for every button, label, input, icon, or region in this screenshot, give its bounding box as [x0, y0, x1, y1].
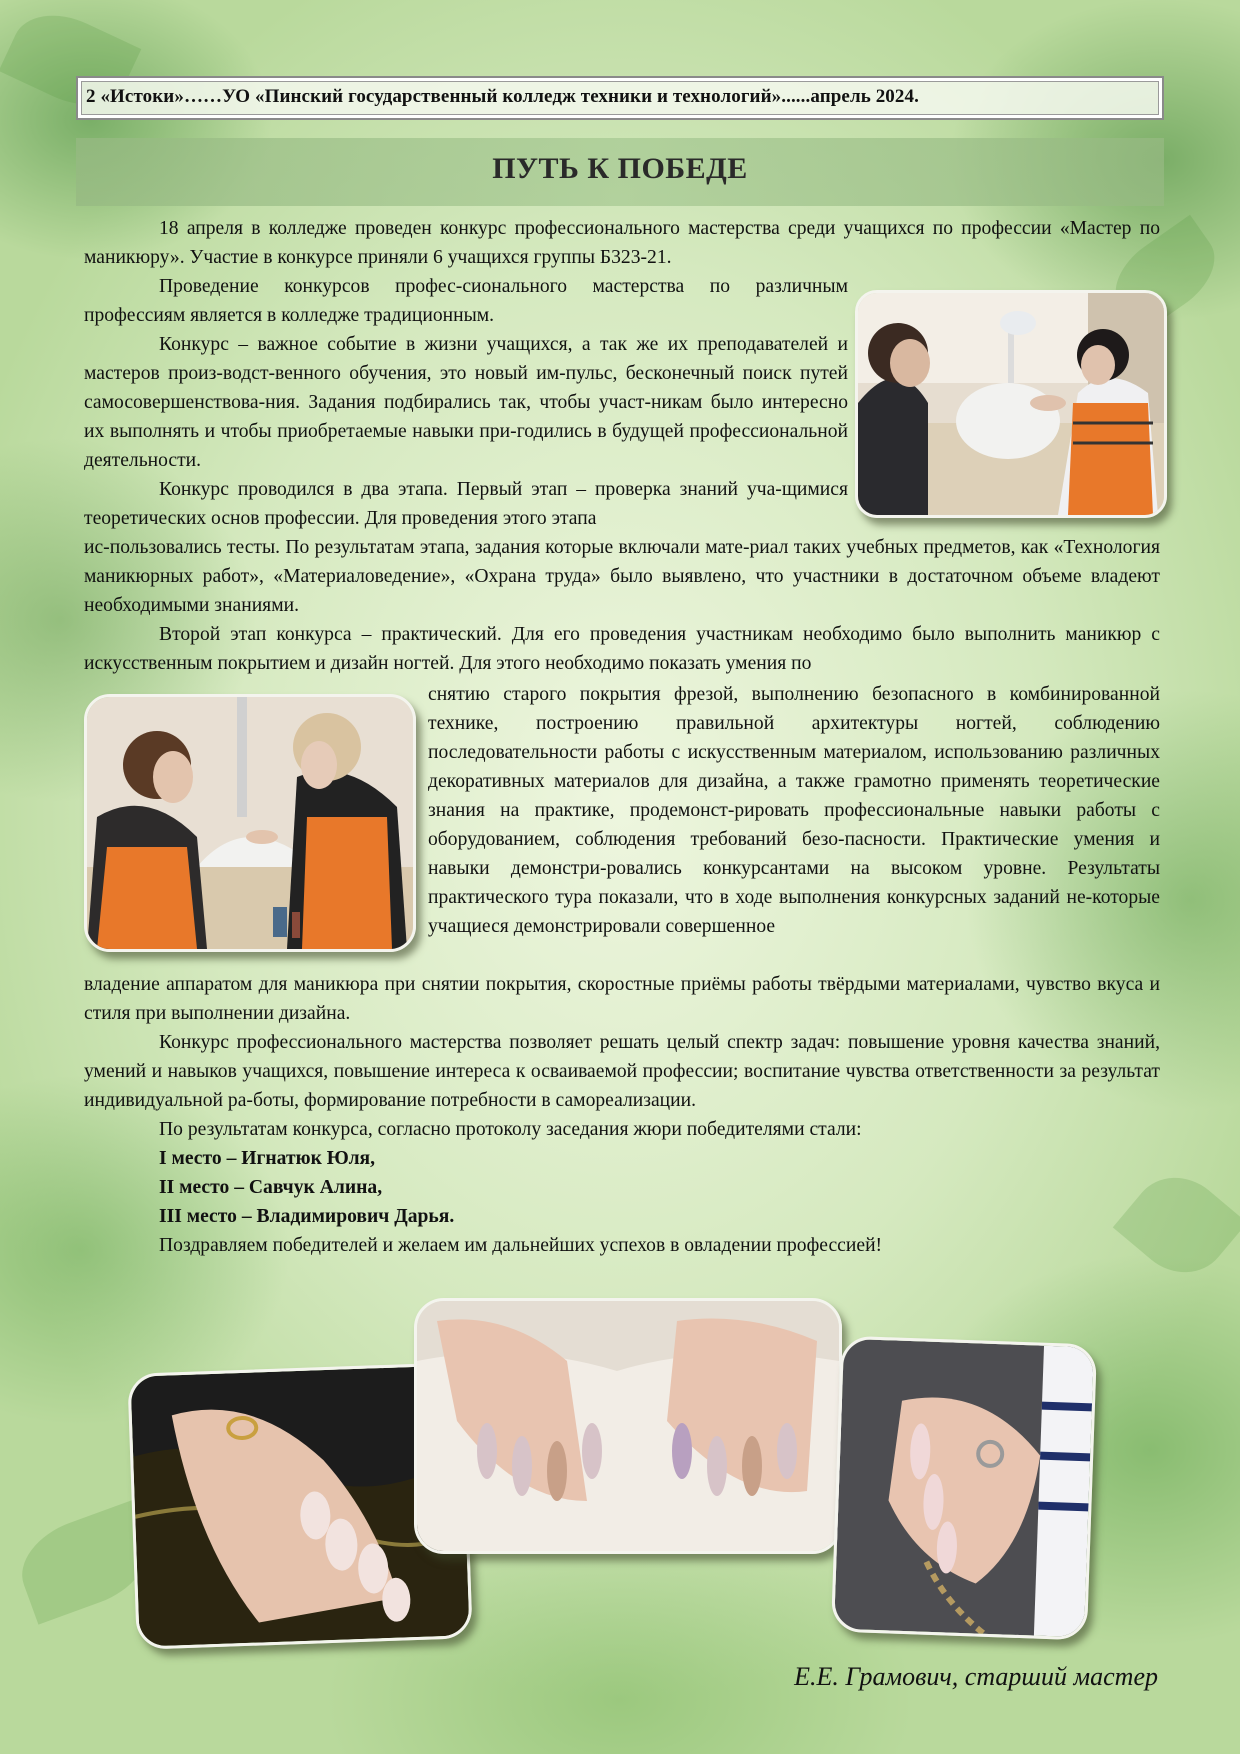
photo-manicure-center [414, 1298, 842, 1554]
photo-teacher-and-student [855, 290, 1167, 518]
paragraph-5a: Второй этап конкурса – практический. Для его проведения участникам необходимо было выполнить маникюр с искусственным покрытием и дизайн ногтей. Для этого необходимо показать умения по [84, 624, 1160, 674]
paragraph-6: Конкурс профессионального мастерства позволяет решать целый спектр задач: повышение уровня качества знаний, умений и навыков учащихся, повышение интереса к осваиваемой профессии; воспитание чувства ответственности за результат индивидуальной ра-боты, формирование потребности в самореализации. [84, 1032, 1160, 1111]
author-signature: Е.Е. Грамович, старший мастер [794, 1662, 1158, 1691]
text-block-tests [84, 533, 1160, 678]
winner-second-place: II место – Савчук Алина, [159, 1177, 383, 1198]
paragraph-5b: снятию старого покрытия фрезой, выполнению безопасного в комбинированной технике, построению правильной архитектуры ногтей, соблюдению последовательности работы с искусственным материалом, использованию различных декоративных материалов для дизайна, а также грамотно применять теоретические знания на практике, продемонст-рировать профессиональные навыки работы с оборудованием, соблюдения требований безо-пасности. Практические умения и навыки демонстри-ровались конкурсантами на высоком уровне. Результаты практического тура показали, что в ходе выполнения конкурсных заданий не-которые учащиеся демонстрировали совершенное [428, 684, 1160, 937]
text-block-left [84, 272, 848, 533]
text-block-results [84, 970, 1160, 1260]
text-block-right [428, 680, 1160, 941]
photo-manicure-right [831, 1336, 1097, 1641]
paragraph-4a: Конкурс проводился в два этапа. Первый этап – проверка знаний уча-щимися теоретических основ профессии. Для проведения этого этапа [84, 479, 848, 529]
paragraph-1: 18 апреля в колледже проведен конкурс профессионального мастерства среди учащихся по профессии «Мастер по маникюру». Участие в конкурсе приняли 6 учащихся группы Б323-21. [84, 218, 1160, 268]
paragraph-3: Конкурс – важное событие в жизни учащихся, а так же их преподавателей и мастеров произ-водст-венного обучения, это новый им-пульс, бесконечный поиск путей самосовершенствова-ния. Задания подбирались так, чтобы участ-никам было интересно их выполнять и чтобы приобретаемые навыки при-годились в будущей профессиональной деятельности. [84, 334, 848, 471]
paragraph-2: Проведение конкурсов профес-сионального мастерства по различным профессиям является в колледже традиционным. [84, 276, 848, 326]
winner-first-place: I место – Игнатюк Юля, [159, 1148, 376, 1169]
photo-image [417, 1301, 839, 1551]
masthead-bar [76, 76, 1164, 120]
text-block-intro [84, 214, 1160, 272]
paragraph-8: Поздравляем победителей и желаем им дальнейших успехов в овладении профессией! [159, 1235, 883, 1256]
photo-image [858, 293, 1164, 515]
photo-image [87, 697, 413, 949]
paragraph-4b: ис-пользовались тесты. По результатам этапа, задания которые включали мате-риал таких учебных предметов, как «Технология маникюрных работ», «Материаловедение», «Охрана труда» было выявлено, что участники в достаточном объеме владеют необходимыми знаниями. [84, 537, 1160, 616]
title-banner [76, 138, 1164, 206]
page-title: ПУТЬ К ПОБЕДЕ [492, 152, 748, 185]
winner-third-place: III место – Владимирович Дарья. [159, 1206, 455, 1227]
photo-image [834, 1339, 1094, 1638]
masthead-text: 2 «Истоки»……УО «Пинский государственный колледж техники и технологий»......апрель 2024. [86, 86, 919, 107]
paragraph-7: По результатам конкурса, согласно протоколу заседания жюри победителями стали: [159, 1119, 862, 1140]
paragraph-5c: владение аппаратом для маникюра при снятии покрытия, скоростные приёмы работы твёрдыми материалами, чувство вкуса и стиля при выполнении дизайна. [84, 974, 1160, 1024]
photo-students-competing [84, 694, 416, 952]
